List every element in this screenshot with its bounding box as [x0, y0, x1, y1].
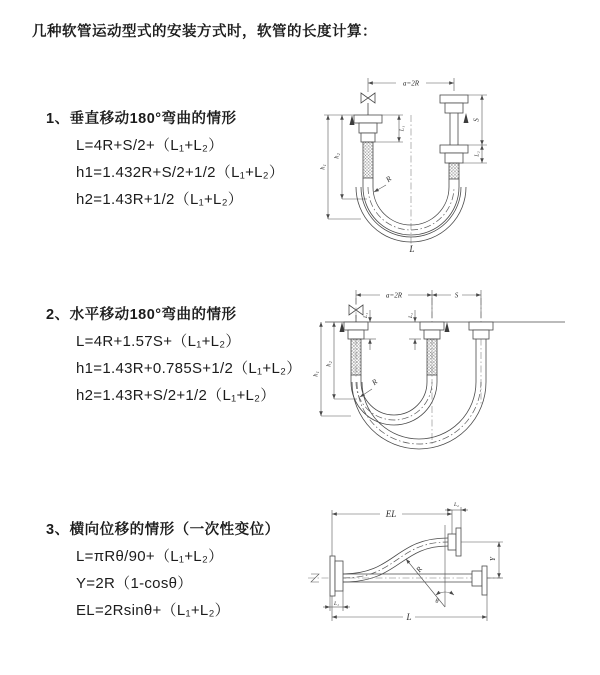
section1-heading: 1、垂直移动180°弯曲的情形: [46, 111, 237, 127]
braided-hose-section: [351, 339, 361, 375]
flange: [330, 556, 335, 596]
braided-hose-section: [449, 163, 459, 179]
d1-radius-label: R: [383, 174, 394, 184]
middle-pipe-assembly: [420, 322, 444, 382]
d3-radius-label: R: [414, 564, 424, 575]
d3-dim-y-label: Y: [489, 557, 497, 561]
d1-dim-l1-label: L₁: [399, 125, 406, 132]
section-vertical-movement: [46, 107, 346, 218]
d1-dim-h2-label: h₂: [333, 153, 341, 159]
valve-icon: [368, 93, 375, 103]
d3-dim-l2-label: L₂: [454, 502, 459, 508]
radius-leader: [406, 559, 445, 607]
left-flange-assembly: [330, 556, 343, 596]
d1-dim-s-label: S: [472, 118, 481, 122]
flange: [456, 528, 461, 556]
hose-u-bend: [351, 382, 486, 449]
d1-dim-l2-label: L₂: [474, 151, 481, 157]
dim-a2r: [356, 290, 481, 318]
d2-dim-s-label: S: [454, 291, 459, 300]
d2-radius-label: R: [369, 377, 380, 387]
left-pipe-assembly: [344, 322, 368, 382]
d1-dim-h1-label: h₁: [319, 164, 327, 170]
dim-l2: [445, 507, 468, 528]
section2-heading: 2、水平移动180°弯曲的情形: [46, 307, 237, 323]
flange: [440, 145, 468, 153]
valve-icon: [356, 305, 363, 315]
left-pipe-assembly: [354, 93, 382, 187]
d3-dim-l1-label: L₁: [334, 601, 339, 607]
flange: [354, 115, 382, 123]
formula-line: h2=1.43R+S/2+1/2（L₁+L₂）: [76, 387, 276, 404]
formula-line: L=4R+1.57S+（L₁+L₂）: [76, 333, 241, 350]
flange: [344, 322, 368, 330]
d3-length-label: L: [406, 612, 412, 622]
formula-line: EL=2Rsinθ+（L₁+L₂）: [76, 602, 230, 619]
d2-dim-l2-label: L₂: [408, 313, 414, 318]
formula-line: h2=1.43R+1/2（L₁+L₂）: [76, 191, 244, 208]
formula-line: Y=2R（1-cosθ）: [76, 575, 193, 592]
formula-line: h1=1.432R+S/2+1/2（L₁+L₂）: [76, 164, 285, 181]
valve-icon: [349, 305, 356, 315]
d2-dim-l1-label: L₁: [363, 313, 369, 318]
movement-arrow-up-icon: [464, 113, 469, 123]
formula-line: L=4R+S/2+（L₁+L₂）: [76, 137, 224, 154]
d3-angle-label: θ: [435, 598, 439, 605]
dim-h1: [324, 115, 361, 219]
braided-hose-section: [427, 339, 437, 375]
angle-arc: [436, 592, 445, 595]
diagram-vertical-180-bend: [311, 69, 593, 261]
d1-dim-a2r-label: a=2R: [403, 79, 419, 88]
flange: [440, 95, 468, 103]
flange: [482, 566, 487, 595]
movement-arrow-up-icon: [445, 322, 450, 332]
right-pipe-assembly: [440, 95, 468, 187]
dim-h1: [321, 322, 351, 416]
angle-arc: [445, 592, 454, 595]
d3-dim-el-label: EL: [385, 509, 397, 519]
flange: [420, 322, 444, 330]
braided-hose-section: [363, 142, 373, 178]
d1-length-label: L: [409, 244, 415, 254]
section-horizontal-movement: [46, 303, 346, 414]
flange: [469, 322, 493, 330]
page-title: 几种软管运动型式的安装方式时，软管的长度计算：: [32, 24, 377, 40]
radius-leader: [374, 185, 386, 192]
d2-dim-h2-label: h₂: [325, 361, 333, 367]
valve-icon: [361, 93, 368, 103]
d2-dim-a2r-label: a=2R: [386, 291, 402, 300]
formula-line: h1=1.43R+0.785S+1/2（L₁+L₂）: [76, 360, 302, 377]
formula-line: L=πRθ/90+（L₁+L₂）: [76, 548, 224, 565]
d2-dim-h1-label: h₁: [312, 371, 320, 377]
diagram-lateral-displacement: [300, 498, 600, 648]
section3-heading: 3、横向位移的情形（一次性变位）: [46, 522, 280, 538]
diagram-horizontal-180-bend: [309, 282, 600, 467]
